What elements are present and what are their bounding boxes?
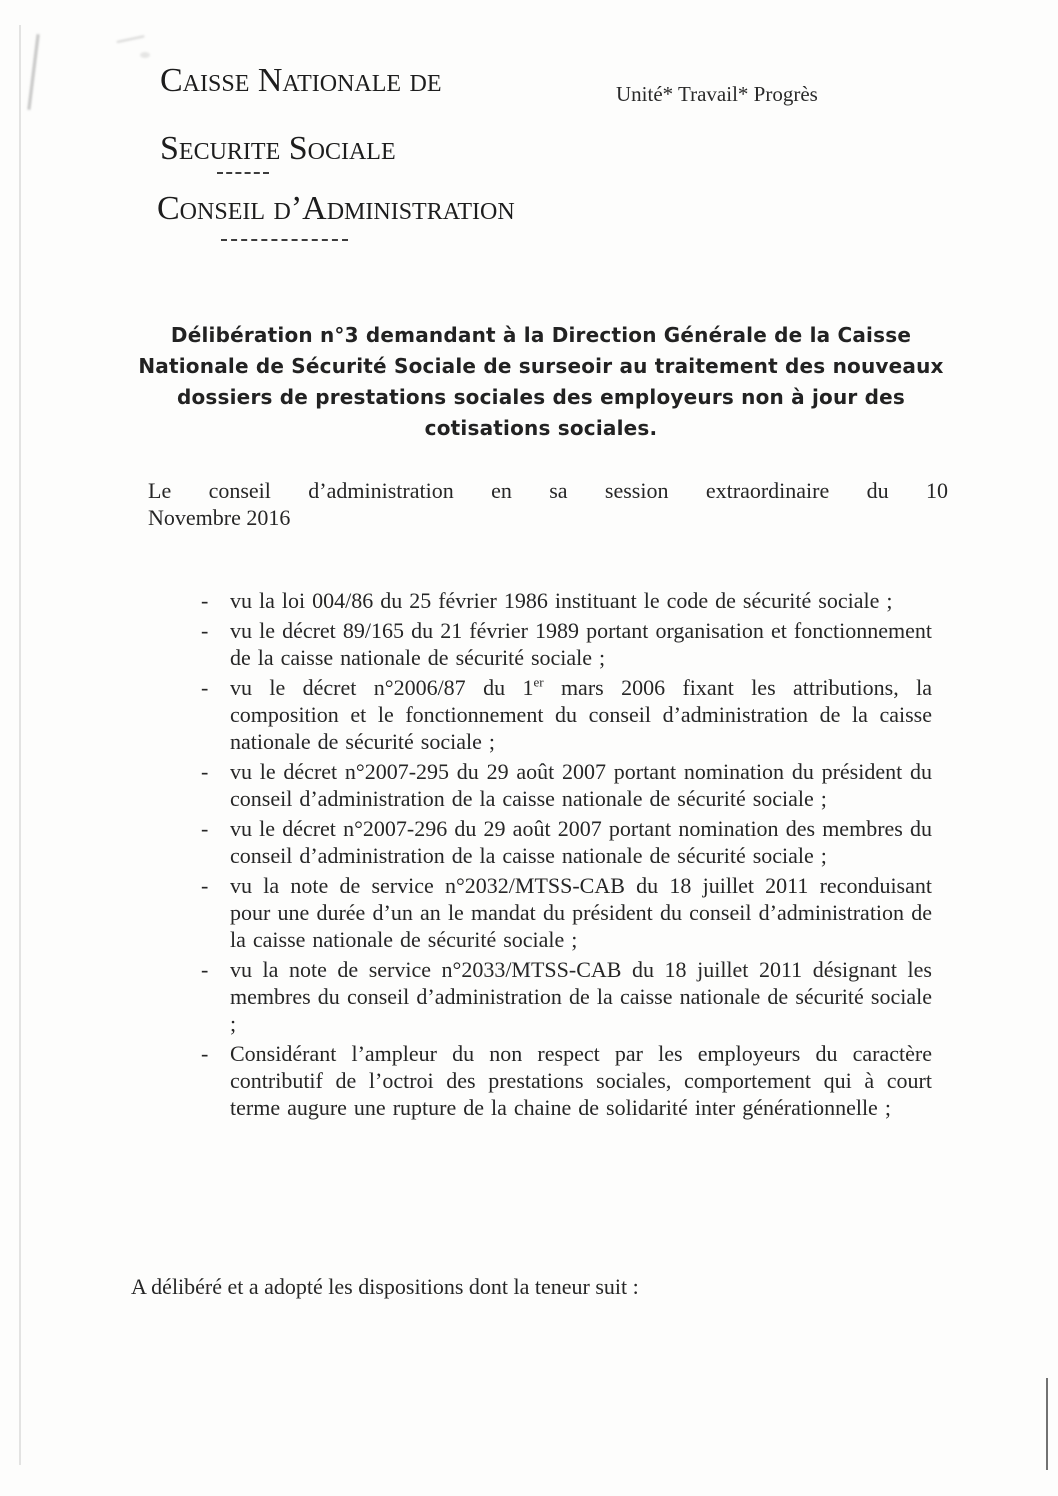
list-item-text: vu le décret n°2007-296 du 29 août 2007 portant nomination des membres du conseil d’administration de la caisse nationale de sécurité sociale ; — [230, 816, 932, 868]
title-line-1: Délibération n°3 demandant à la Direction Générale de la Caisse — [170, 323, 912, 347]
scan-artifact-left-edge — [19, 25, 21, 1465]
bullet-dash: - — [201, 957, 209, 982]
list-item-decret-2007-295 — [201, 758, 932, 812]
org-name-line1: Caisse Nationale de — [160, 62, 442, 99]
recitals-list — [201, 587, 932, 1124]
scan-artifact-smudge — [117, 35, 148, 56]
list-item-text: vu la note de service n°2033/MTSS-CAB du 18 juillet 2011 désignant les membres du conseil d’administration de la caisse nationale de sécurité sociale ; — [230, 957, 932, 1036]
list-item-text — [230, 674, 932, 755]
org-name-line3: Conseil d’Administration — [157, 190, 515, 227]
scan-artifact-smudge — [27, 34, 39, 110]
list-item-text: vu la loi 004/86 du 25 février 1986 instituant le code de sécurité sociale ; — [230, 588, 893, 613]
list-item-text: vu le décret 89/165 du 21 février 1989 portant organisation et fonctionnement de la caisse nationale de sécurité sociale ; — [230, 618, 932, 670]
bullet-dash: - — [201, 618, 209, 643]
list-item-note-2032 — [201, 872, 932, 953]
divider-short — [217, 172, 269, 174]
bullet-dash: - — [201, 759, 209, 784]
intro-line-2: Novembre 2016 — [148, 505, 291, 530]
title-line-2: Nationale de Sécurité Sociale de surseoir au traitement des nouveaux — [138, 354, 944, 378]
list-item-text-pre: vu le décret n°2006/87 du 1 — [230, 675, 534, 700]
bullet-dash: - — [201, 873, 209, 898]
list-item-decret-2007-296 — [201, 815, 932, 869]
list-item-loi-004-86 — [201, 587, 932, 614]
list-item-considerant — [201, 1040, 932, 1121]
org-name-line2: Securite Sociale — [160, 130, 396, 167]
scan-artifact-smudge — [140, 52, 150, 58]
national-motto: Unité* Travail* Progrès — [616, 82, 818, 106]
bullet-dash: - — [201, 1041, 209, 1066]
title-line-4: cotisations sociales. — [424, 416, 658, 440]
list-item-text: Considérant l’ampleur du non respect par les employeurs du caractère contributif de l’octroi des prestations sociales, comportement qui à court terme augure une rupture de la chaine de solidarité inter générationnelle ; — [230, 1041, 932, 1120]
bullet-dash: - — [201, 588, 209, 613]
closing-line: A délibéré et a adopté les dispositions dont la teneur suit : — [131, 1274, 639, 1299]
deliberation-title — [128, 320, 954, 444]
bullet-dash: - — [201, 816, 209, 841]
list-item-note-2033 — [201, 956, 932, 1037]
list-item-text: vu la note de service n°2032/MTSS-CAB du 18 juillet 2011 reconduisant pour une durée d’un an le mandat du président du conseil d’administration de la caisse nationale de sécurité sociale ; — [230, 873, 932, 952]
title-line-3: dossiers de prestations sociales des employeurs non à jour des — [176, 385, 906, 409]
list-item-decret-89-165 — [201, 617, 932, 671]
intro-paragraph — [148, 477, 948, 531]
list-item-text: vu le décret n°2007-295 du 29 août 2007 portant nomination du président du conseil d’administration de la caisse nationale de sécurité sociale ; — [230, 759, 932, 811]
list-item-text-post: mars 2006 fixant les attributions, la composition et le fonctionnement du conseil d’administration de la caisse nationale de sécurité sociale ; — [230, 675, 932, 754]
list-item-decret-2006-87 — [201, 674, 932, 755]
scan-artifact-right-edge — [1046, 1378, 1048, 1470]
divider-long — [221, 239, 348, 241]
intro-line-1: Le conseil d’administration en sa session extraordinaire du 10 — [148, 478, 948, 503]
bullet-dash: - — [201, 675, 209, 700]
ordinal-superscript: er — [533, 674, 544, 690]
